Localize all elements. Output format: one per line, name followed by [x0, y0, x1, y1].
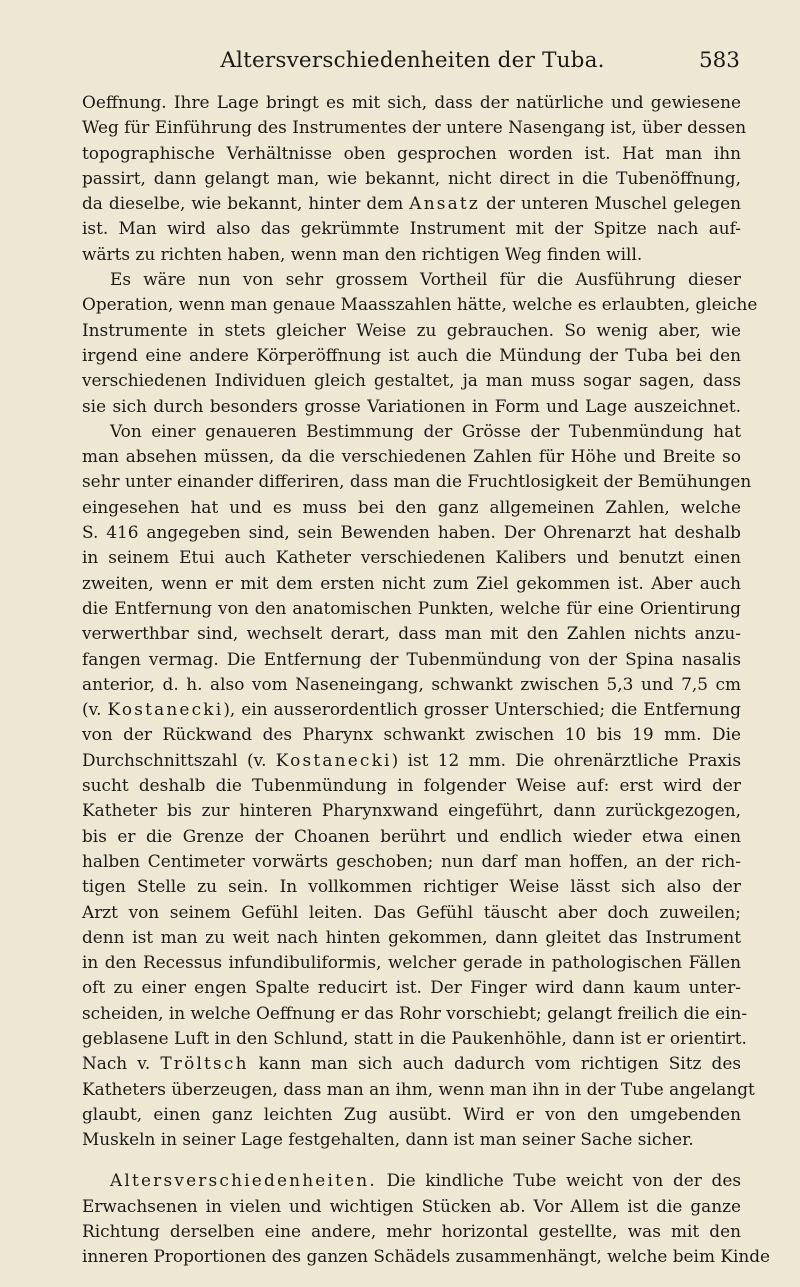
text-fragment: da dieselbe, wie bekannt, hinter dem	[82, 193, 404, 214]
text-fragment: Die kindliche Tube weicht von der des	[386, 1170, 741, 1191]
text-fragment: ), ein ausserordentlich grosser Unterschied; die Entfernung	[223, 699, 741, 720]
text-line	[82, 1051, 741, 1076]
text-line: zweiten, wenn er mit dem ersten nicht zum Ziel gekommen ist. Aber auch	[82, 572, 741, 593]
text-line: geblasene Luft in den Schlund, statt in die Paukenhöhle, dann ist er orientirt.	[82, 1027, 747, 1048]
text-line: irgend eine andere Körperöffnung ist auch die Mündung der Tuba bei den	[82, 344, 741, 365]
text-line: die Entfernung von den anatomischen Punkten, welche für eine Orientirung	[82, 597, 741, 618]
text-line: topographische Verhältnisse oben gesprochen worden ist. Hat man ihn	[82, 142, 741, 163]
text-line: oft zu einer engen Spalte reducirt ist. Der Finger wird dann kaum unter-	[82, 977, 741, 998]
text-line: sucht deshalb die Tubenmündung in folgender Weise auf: erst wird der	[82, 775, 741, 796]
text-line: verwerthbar sind, wechselt derart, dass man mit den Zahlen nichts anzu-	[82, 623, 741, 644]
paragraph-gap	[82, 1152, 741, 1168]
emphasized-term: Ansatz	[409, 193, 480, 214]
text-line: bis er die Grenze der Choanen berührt und endlich wieder etwa einen	[82, 825, 741, 846]
text-line: Katheter bis zur hinteren Pharynxwand eingeführt, dann zurückgezogen,	[82, 800, 741, 821]
text-line: anterior, d. h. also vom Naseneingang, schwankt zwischen 5,3 und 7,5 cm	[82, 673, 741, 694]
text-line: Muskeln in seiner Lage festgehalten, dann ist man seiner Sache sicher.	[82, 1129, 694, 1150]
text-line: Operation, wenn man genaue Maasszahlen hätte, welche es erlaubten, gleiche	[82, 294, 758, 315]
text-line: ist. Man wird also das gekrümmte Instrument mit der Spitze nach auf-	[82, 218, 741, 239]
text-line	[82, 748, 741, 773]
text-line: glaubt, einen ganz leichten Zug ausübt. Wird er von den umgebenden	[82, 1103, 741, 1124]
text-line: sie sich durch besonders grosse Variationen in Form und Lage auszeichnet.	[82, 395, 741, 416]
text-line: Katheters überzeugen, dass man an ihm, wenn man ihn in der Tube angelangt	[82, 1078, 755, 1099]
text-line: S. 416 angegeben sind, sein Bewenden haben. Der Ohrenarzt hat deshalb	[82, 522, 741, 543]
body-text	[82, 90, 771, 1270]
page-number: 583	[698, 48, 740, 73]
text-line: verschiedenen Individuen gleich gestaltet, ja man muss sogar sagen, dass	[82, 370, 741, 391]
text-line: Richtung derselben eine andere, mehr horizontal gestellte, was mit den	[82, 1221, 741, 1242]
text-line: fangen vermag. Die Entfernung der Tubenmündung von der Spina nasalis	[82, 648, 741, 669]
text-line: denn ist man zu weit nach hinten gekommen, dann gleitet das Instrument	[82, 926, 741, 947]
text-line: tigen Stelle zu sein. In vollkommen richtiger Weise lässt sich also der	[82, 876, 741, 897]
text-fragment: Durchschnittszahl (v.	[82, 749, 267, 770]
text-line: Oeffnung. Ihre Lage bringt es mit sich, dass der natürliche und gewiesene	[82, 92, 741, 112]
text-line: in den Recessus infundibuliformis, welcher gerade in pathologischen Fällen	[82, 952, 741, 973]
text-line: halben Centimeter vorwärts geschoben; nun darf man hoffen, an der rich-	[82, 850, 741, 871]
text-line: man absehen müssen, da die verschiedenen Zahlen für Höhe und Breite so	[82, 446, 741, 467]
text-line: eingesehen hat und es muss bei den ganz allgemeinen Zahlen, welche	[82, 496, 741, 517]
text-line: Instrumente in stets gleicher Weise zu gebrauchen. So wenig aber, wie	[82, 319, 741, 340]
text-line: von der Rückwand des Pharynx schwankt zwischen 10 bis 19 mm. Die	[82, 724, 741, 745]
text-fragment: der unteren Muschel gelegen	[486, 193, 742, 214]
text-fragment: Nach v.	[82, 1053, 151, 1074]
author-name: Tröltsch	[160, 1053, 249, 1074]
author-name: Kostanecki	[275, 749, 392, 770]
text-line: Erwachsenen in vielen und wichtigen Stücken ab. Vor Allem ist die ganze	[82, 1195, 741, 1216]
text-fragment: (v.	[82, 699, 102, 720]
author-name: Kostanecki	[107, 699, 224, 720]
section-heading: Altersverschiedenheiten.	[110, 1170, 377, 1191]
text-line: sehr unter einander differiren, dass man die Fruchtlosigkeit der Bemühungen	[82, 471, 752, 492]
text-fragment: kann man sich auch dadurch vom richtigen Sitz des	[258, 1053, 741, 1074]
text-line: scheiden, in welche Oeffnung er das Rohr vorschiebt; gelangt freilich die ein-	[82, 1002, 748, 1023]
text-fragment: ) ist 12 mm. Die ohrenärztliche Praxis	[391, 749, 741, 770]
text-line	[82, 697, 741, 722]
text-line: inneren Proportionen des ganzen Schädels zusammenhängt, welche beim Kinde	[82, 1246, 771, 1267]
text-line	[82, 1168, 741, 1193]
text-line: Weg für Einführung des Instrumentes der untere Nasengang ist, über dessen	[82, 117, 747, 138]
page-header	[85, 48, 740, 80]
text-line: passirt, dann gelangt man, wie bekannt, nicht direct in die Tubenöffnung,	[82, 167, 741, 188]
running-title: Altersverschiedenheiten der Tuba.	[220, 48, 605, 73]
text-line: wärts zu richten haben, wenn man den richtigen Weg finden will.	[82, 243, 643, 264]
text-line: Arzt von seinem Gefühl leiten. Das Gefühl täuscht aber doch zuweilen;	[82, 901, 741, 922]
text-line	[82, 191, 741, 216]
text-line: Von einer genaueren Bestimmung der Grösse der Tubenmündung hat	[110, 420, 741, 441]
text-line: Es wäre nun von sehr grossem Vortheil für die Ausführung dieser	[110, 269, 741, 290]
text-line: in seinem Etui auch Katheter verschiedenen Kalibers und benutzt einen	[82, 547, 741, 568]
